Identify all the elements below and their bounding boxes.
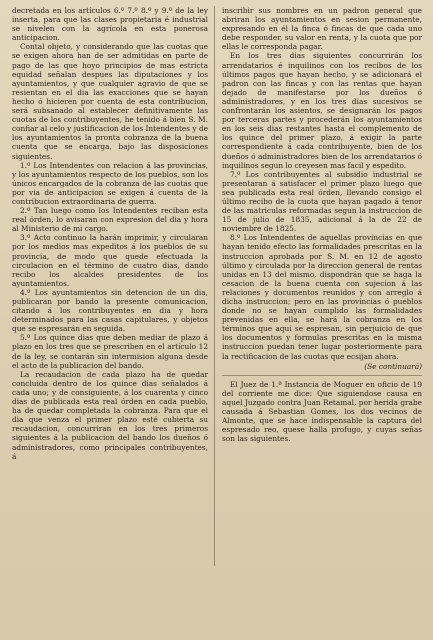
paragraph: 8.º Los Intendentes de aquellas provincias en que hayan tenido efecto las formalidades prescritas en la instruccion aprobada por S. M. en 12 de agosto último y circulada por la direccion general de rentas unidas en 13 del mismo, dispondrán que se haga la cesacion de la buena cuenta con sujecion á las relaciones y documentos reunidos y con arreglo á dicha instruccion; pero en las provincias ó pueblos donde no se hayan cumplido las formalidades prevenidas en ella, se hará la cobranza en los términos que aquí se espresan, sin perjuicio de que los documentos y formulas prescritas en la misma instruccion puedan tener lugar posteriormente para la rectificacion de las cuotas que ecsijan ahora. — [222, 233, 422, 361]
paragraph: La recaudacion de cada plazo ha de quedar concluida dentro de los quince dias señalados á cada uno; y de consiguiente, á los cuarenta y cinco dias de publicada esta real órden en cada pueblo, ha de quedar completada la cobranza. Para que el dia que venza el primer plazo esté cubierta su recaudacion, concurriran en los tres primeros siguientes á la publicacion del bando los dueños ó administradores, como principales contribuyentes, á — [12, 369, 208, 461]
section-divider — [222, 375, 422, 376]
column-divider — [214, 6, 215, 566]
left-column — [12, 6, 208, 461]
paragraph: decretada en los artículos 6.º 7.º 8.º y 9.º de la ley inserta, para que las clases propietaria é industrial se nivelen con la agrícola en esta ponerosa anticipacion. — [12, 6, 208, 43]
paragraph: 5.º Los quince dias que deben mediar de plazo á plazo en los tres que se prescriben en el artículo 12 de la ley, se contarán sin intermision alguna desde el acto de la publicacion del bando. — [12, 333, 208, 370]
paragraph: 3.º Acto continuo la harán imprimir, y circularan por los medios mas expeditos á los pueblos de su provincia, de modo que quede efectuada la circulacion en el término de cuatro dias, dando recibo los alcaldes presidentes de los ayuntamientos. — [12, 233, 208, 288]
notice-paragraph: El Juez de 1.ª Instancia de Moguer en oficio de 19 del corriente me dice: Que siguiendose causa en aquel Juzgado contra Juan Retamal, por herida grabe causada á Sebastian Gomes, los dos vecinos de Almonte, que se hace indispensable la captura del espresado reo, quese halla profugo, y cuyas señas son las siguientes. — [222, 379, 422, 444]
right-column — [222, 6, 422, 443]
paragraph: 1.º Los Intendentes con relacion á las provincias, y los ayuntamientos respecto de los pueblos, son los únicos encargados de la cobranza de las cuotas que por via de anticipacion se exigen á cuenta de la contribucion extraordinaria de guerra. — [12, 160, 208, 206]
paragraph: 2.º Tan luego como los Intendentes reciban esta real órden, lo avisaran con expresion del dia y hora al Ministerio de mi cargo. — [12, 206, 208, 234]
paragraph: inscribir sus nombres en un padron general que abriran los ayuntamientos en sesion permanente, expresando en él la finca ó fincas de que cada uno debe responder, su valor en renta, y la cuota que por ellas le corresponda pagar. — [222, 6, 422, 52]
continued-label: (Se continuará) — [364, 361, 422, 371]
paragraph: 7.º Los contribuyentes al subsidio industrial se presentaran á satisfacer el primer plazo luego que sea publicada esta real órden, llevando consigo el último recibo de la cuota que hayan pagado á tenor de las matriculas reformadas segun la instruccion de 15 de julio de 1835, adicional á la de 22 de noviembre de 1825. — [222, 169, 422, 234]
paragraph: Contal objeto, y considerando que las cuotas que se exigen ahora han de ser admitidas en parte de pago de las que hoyo principios de mas estricta equidad señalan despues las diputaciones y los ayuntamientos, y que cualquier agravio de que se resientan en el dia las exacciones que se hayan hecho ó hicieren por cuenta de esta contribucion, será subsanado al establecer definitivamente las cuotas de los contribuyentes, he tenido á bien S. M. confiar al celo y justificacion de los Intendentes y de los ayuntamientos la pronta cobranza de la buena cuenta que se encarga, bajo las disposiciones siguientes. — [12, 42, 208, 161]
paragraph: 4.º Los ayuntamientos sin detencion de un dia, publicaran por bando la presente comunicacion, citando á los contribuyentes en dia y hora determinados para las casas capitulares, y objetos que se espresarán en seguida. — [12, 287, 208, 334]
paragraph: En los tres dias siguientes concurrirán los arrendatarios é inquilinos con los recibos de los últimos pagos que hayan hecho, y se adicionará el padron con las fincas y con las rentas que hayan dejado de manifestarse por los dueños ó administradores, y en los tres dias sucesivos se confrontarán los asientos, se designarán los pagos por terceras partes y procederán los ayuntamientos en los seis dias restantes hasta el complemento de los quince del primer plazo, á exigir la parte correspondiente á cada contribuyente, bien de los dueños ó administradores bien de los arrendatarios ó inquilinos segun lo creyesen mas facil y espedito. — [222, 51, 422, 170]
